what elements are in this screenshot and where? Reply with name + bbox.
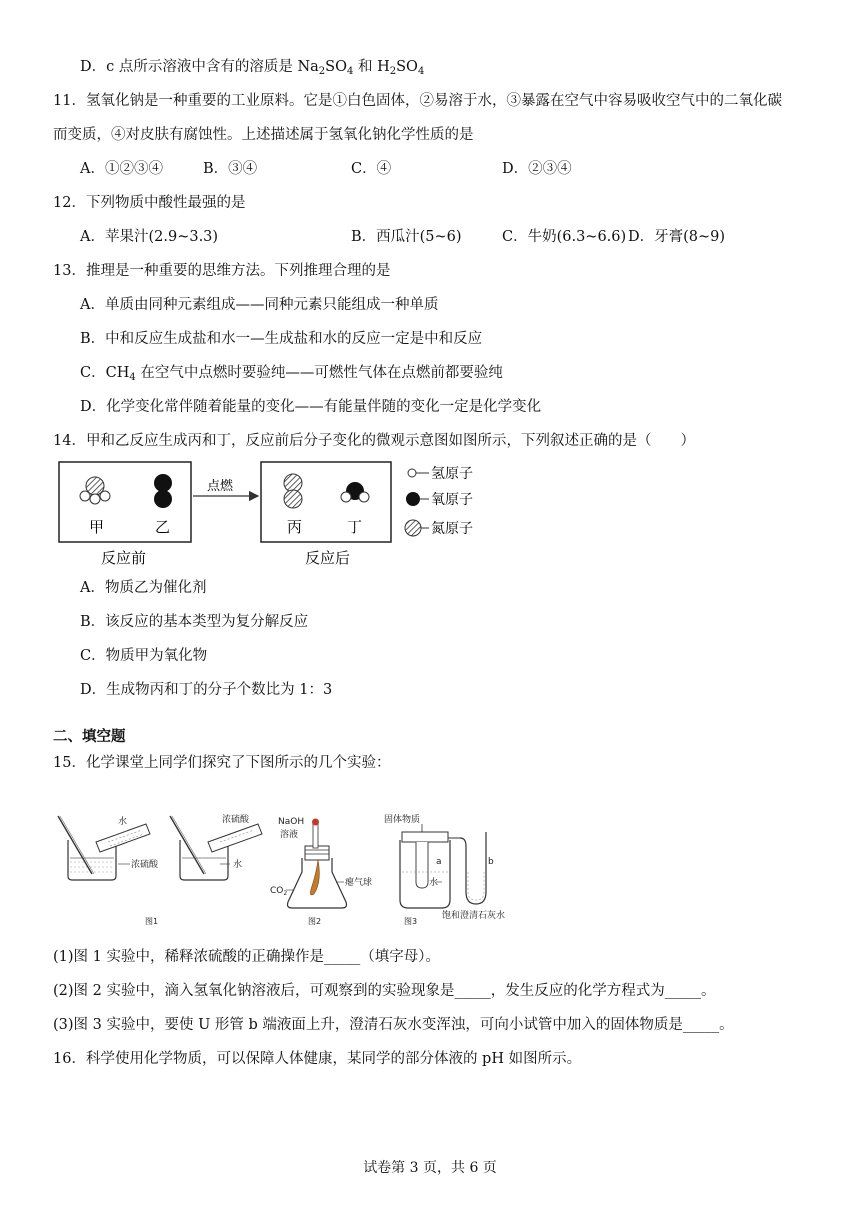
q14-option-b: B．该反应的基本类型为复分解反应 [80,614,309,630]
q11-option-c: C．④ [351,161,392,177]
svg-text:饱和澄清石灰水: 饱和澄清石灰水 [442,911,506,921]
svg-text:图2: 图2 [308,917,322,926]
q16-stem: 16．科学使用化学物质，可以保障人体健康，某同学的部分体液的 pH 如图所示。 [53,1051,582,1067]
q11-stem-line1: 11．氢氧化钠是一种重要的工业原料。它是①白色固体，②易溶于水，③暴露在空气中容易吸收空气中的二氧化碳 [53,93,782,109]
svg-text:氢原子: 氢原子 [431,466,473,482]
label-ding: 丁 [347,518,363,536]
svg-text:CO2: $CO_2$ [270,886,288,897]
q13-option-d: D．化学变化常伴随着能量的变化——有能量伴随的变化一定是化学变化 [80,399,542,415]
q15-part2: (2)图 2 实验中，滴入氢氧化钠溶液后，可观察到的实验现象是_____，发生反应的化学方程式为_____。 [53,983,716,999]
legend-hydrogen [408,466,473,482]
q15-part3: (3)图 3 实验中，要使 U 形管 b 端液面上升，澄清石灰水变浑浊，可向小试管中加入的固体物质是_____。 [53,1017,734,1033]
label-bing: 丙 [287,518,303,536]
q11-option-d: D．②③④ [502,161,572,177]
q12-option-d: D．牙膏(8~9) [628,229,726,245]
svg-text:a: a [436,857,442,867]
q10-option-d: D．c 点所示溶液中含有的溶质是 $Na_2SO_4$ 和 $H_2SO_4$ [80,59,425,77]
q15-stem: 15．化学课堂上同学们探究了下图所示的几个实验： [53,755,391,771]
q12-stem: 12．下列物质中酸性最强的是 [53,195,246,211]
svg-text:水: 水 [233,860,243,870]
label-jia: 甲 [89,518,105,536]
q12-option-c: C．牛奶(6.3~6.6) [502,229,627,245]
fig1-setup-a [58,815,159,926]
q15-part1: (1)图 1 实验中，稀释浓硫酸的正确操作是_____（填字母）。 [53,949,440,965]
label-before: 反应前 [101,549,147,567]
q15-experiment-figure [50,812,530,932]
svg-text:浓硫酸: 浓硫酸 [131,860,159,870]
svg-text:水: 水 [118,817,128,827]
q13-stem: 13．推理是一种重要的思维方法。下列推理合理的是 [53,263,391,279]
after-box [261,462,391,542]
q14-option-a: A．物质乙为催化剂 [80,580,207,596]
q12-option-a: A．苹果汁(2.9~3.3) [80,229,219,245]
legend-nitrogen [405,520,473,537]
svg-text:NaOH: NaOH [278,817,305,827]
svg-text:氮原子: 氮原子 [431,521,473,537]
q11-option-b: B．③④ [203,161,258,177]
page-footer: 试卷第 3 页，共 6 页 [363,1160,497,1176]
label-arrow: 点燃 [207,479,234,494]
svg-text:氧原子: 氧原子 [431,492,473,508]
svg-text:图1: 图1 [145,917,159,926]
label-after: 反应后 [305,549,351,567]
section-heading: 二、填空题 [53,728,126,745]
label-yi: 乙 [155,518,171,536]
q13-option-c: C．$CH_4$ 在空气中点燃时要验纯——可燃性气体在点燃前都要验纯 [80,365,503,383]
fig3-setup [384,813,505,926]
fig2-setup [270,817,372,926]
svg-text:溶液: 溶液 [280,830,299,840]
q14-option-d: D．生成物丙和丁的分子个数比为 1：3 [80,682,333,698]
svg-text:b: b [488,857,494,867]
svg-text:图3: 图3 [404,917,418,926]
svg-text:瘪气球: 瘪气球 [345,878,373,888]
q11-stem-line2: 而变质，④对皮肤有腐蚀性。上述描述属于氢氧化钠化学性质的是 [53,127,474,143]
q12-option-b: B．西瓜汁(5~6) [351,229,462,245]
svg-text:水: 水 [429,878,439,888]
q13-option-a: A．单质由同种元素组成——同种元素只能组成一种单质 [80,297,439,313]
q14-molecule-diagram [55,456,505,574]
legend-oxygen [406,492,473,508]
svg-text:浓硫酸: 浓硫酸 [222,815,250,825]
svg-text:固体物质: 固体物质 [384,815,421,825]
q11-option-a: A．①②③④ [80,161,163,177]
q13-option-b: B．中和反应生成盐和水一—生成盐和水的反应一定是中和反应 [80,331,483,347]
q14-option-c: C．物质甲为氧化物 [80,648,208,664]
q14-stem: 14．甲和乙反应生成丙和丁，反应前后分子变化的微观示意图如图所示，下列叙述正确的是（ ） [53,433,695,449]
fig1-setup-b [170,813,262,880]
